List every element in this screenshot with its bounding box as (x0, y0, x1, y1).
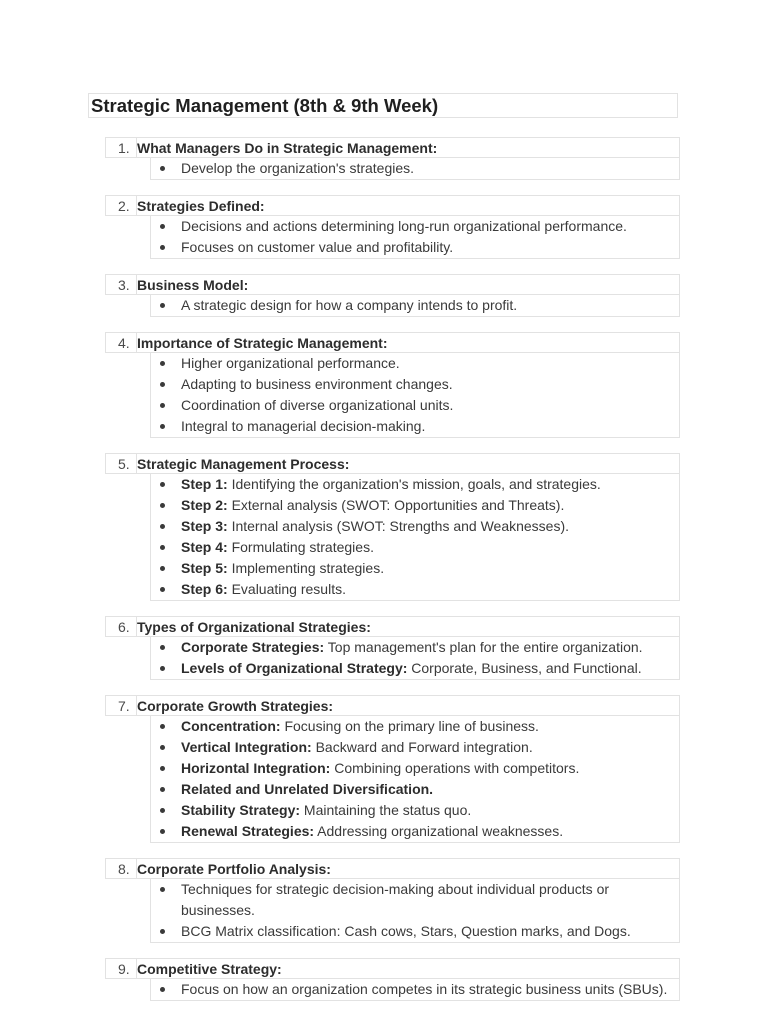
bullet-list (150, 294, 680, 317)
bullet-dot-icon (160, 587, 165, 592)
bullet-bold-label: Corporate Strategies: (181, 639, 325, 655)
section-heading-row (105, 137, 680, 158)
section-number (106, 196, 136, 215)
bullet-list (150, 352, 680, 438)
bullet-item (151, 579, 679, 600)
bullet-item (151, 474, 679, 495)
bullet-bold-label: Step 1: (181, 476, 228, 492)
bullet-text: Focuses on customer value and profitability. (181, 239, 454, 255)
bullet-text: Backward and Forward integration. (311, 739, 533, 755)
section-number (106, 617, 136, 636)
section-number-label: 2. (118, 198, 130, 214)
bullet-bold-label: Stability Strategy: (181, 802, 301, 818)
section-number-label: 3. (118, 277, 130, 293)
bullet-dot-icon (160, 382, 165, 387)
bullet-dot-icon (160, 166, 165, 171)
bullet-text: Identifying the organization's mission, goals, and strategies. (227, 476, 601, 492)
bullet-item (151, 158, 679, 179)
section-number (106, 696, 136, 715)
bullet-text: Adapting to business environment changes. (181, 376, 453, 392)
bullet-text: A strategic design for how a company intends to profit. (181, 297, 518, 313)
bullet-dot-icon (160, 245, 165, 250)
bullet-item (151, 216, 679, 237)
bullet-text: Higher organizational performance. (181, 355, 400, 371)
bullet-text: Evaluating results. (227, 581, 346, 597)
section-heading: Strategic Management Process: (137, 456, 350, 472)
bullet-text: External analysis (SWOT: Opportunities and Threats). (227, 497, 565, 513)
bullet-dot-icon (160, 929, 165, 934)
bullet-list (150, 636, 680, 680)
bullet-text: Decisions and actions determining long-run organizational performance. (181, 218, 627, 234)
section-number (106, 275, 136, 294)
bullet-list (150, 878, 680, 943)
bullet-bold-label: Renewal Strategies: (181, 823, 315, 839)
bullet-item (151, 758, 679, 779)
section-heading: Corporate Growth Strategies: (137, 698, 334, 714)
section-number (106, 859, 136, 878)
bullet-dot-icon (160, 645, 165, 650)
bullet-item (151, 416, 679, 437)
section-heading-row (105, 453, 680, 474)
section-heading: Types of Organizational Strategies: (137, 619, 371, 635)
bullet-dot-icon (160, 361, 165, 366)
section-number (106, 333, 136, 352)
bullet-dot-icon (160, 808, 165, 813)
section-heading-row (105, 858, 680, 879)
section-number-label: 9. (118, 961, 130, 977)
bullet-text: Integral to managerial decision-making. (181, 418, 426, 434)
section-number-label: 7. (118, 698, 130, 714)
bullet-list (150, 157, 680, 180)
bullet-item (151, 353, 679, 374)
bullet-dot-icon (160, 545, 165, 550)
bullet-dot-icon (160, 566, 165, 571)
bullet-item (151, 537, 679, 558)
bullet-item (151, 879, 679, 921)
bullet-list (150, 978, 680, 1001)
bullet-text: Internal analysis (SWOT: Strengths and Weaknesses). (227, 518, 570, 534)
section-heading-row (105, 958, 680, 979)
bullet-text: Focus on how an organization competes in its strategic business units (SBUs). (181, 981, 668, 997)
bullet-dot-icon (160, 987, 165, 992)
section-number (106, 454, 136, 473)
section-number (106, 959, 136, 978)
bullet-text: Addressing organizational weaknesses. (314, 823, 564, 839)
section-heading: Importance of Strategic Management: (137, 335, 388, 351)
bullet-item (151, 821, 679, 842)
section-heading: Business Model: (137, 277, 249, 293)
section-heading: Competitive Strategy: (137, 961, 282, 977)
bullet-item (151, 779, 679, 800)
bullet-item (151, 295, 679, 316)
section-number (106, 138, 136, 157)
bullet-bold-label: Horizontal Integration: (181, 760, 331, 776)
bullet-dot-icon (160, 482, 165, 487)
bullet-item (151, 800, 679, 821)
bullet-text: Top management's plan for the entire organization. (324, 639, 643, 655)
bullet-item (151, 921, 679, 942)
bullet-bold-label: Vertical Integration: (181, 739, 312, 755)
bullet-item (151, 374, 679, 395)
bullet-dot-icon (160, 766, 165, 771)
bullet-dot-icon (160, 724, 165, 729)
bullet-item (151, 558, 679, 579)
bullet-text: BCG Matrix classification: Cash cows, Stars, Question marks, and Dogs. (181, 923, 631, 939)
bullet-item (151, 395, 679, 416)
section-number-label: 1. (118, 140, 130, 156)
bullet-dot-icon (160, 224, 165, 229)
bullet-text: Corporate, Business, and Functional. (407, 660, 642, 676)
bullet-dot-icon (160, 666, 165, 671)
bullet-item (151, 237, 679, 258)
bullet-dot-icon (160, 424, 165, 429)
bullet-list (150, 215, 680, 259)
section-heading-row (105, 332, 680, 353)
bullet-text: Maintaining the status quo. (300, 802, 472, 818)
bullet-bold-label: Step 6: (181, 581, 228, 597)
section-heading-row (105, 616, 680, 637)
bullet-item (151, 716, 679, 737)
bullet-item (151, 737, 679, 758)
section-heading: Strategies Defined: (137, 198, 265, 214)
bullet-bold-label: Step 2: (181, 497, 228, 513)
section-number-label: 4. (118, 335, 130, 351)
bullet-dot-icon (160, 787, 165, 792)
bullet-dot-icon (160, 303, 165, 308)
section-heading: What Managers Do in Strategic Management: (137, 140, 438, 156)
bullet-text: Develop the organization's strategies. (181, 160, 415, 176)
bullet-bold-label: Related and Unrelated Diversification. (181, 781, 434, 797)
bullet-text: Focusing on the primary line of business. (280, 718, 539, 734)
bullet-item (151, 516, 679, 537)
bullet-dot-icon (160, 403, 165, 408)
bullet-dot-icon (160, 503, 165, 508)
bullet-text: Implementing strategies. (227, 560, 385, 576)
bullet-text: Formulating strategies. (227, 539, 374, 555)
bullet-list (150, 473, 680, 601)
bullet-dot-icon (160, 524, 165, 529)
section-heading-row (105, 695, 680, 716)
bullet-bold-label: Step 5: (181, 560, 228, 576)
bullet-dot-icon (160, 745, 165, 750)
document-title: Strategic Management (8th & 9th Week) (88, 93, 678, 118)
bullet-bold-label: Step 3: (181, 518, 228, 534)
bullet-bold-label: Levels of Organizational Strategy: (181, 660, 408, 676)
bullet-item (151, 495, 679, 516)
bullet-item (151, 979, 679, 1000)
bullet-text: Combining operations with competitors. (330, 760, 580, 776)
bullet-text: Techniques for strategic decision-making about individual products or businesses. (181, 881, 610, 918)
bullet-dot-icon (160, 887, 165, 892)
bullet-bold-label: Step 4: (181, 539, 228, 555)
section-heading: Corporate Portfolio Analysis: (137, 861, 331, 877)
numbered-outline (105, 138, 680, 1017)
section-number-label: 6. (118, 619, 130, 635)
section-number-label: 8. (118, 861, 130, 877)
section-heading-row (105, 274, 680, 295)
bullet-text: Coordination of diverse organizational units. (181, 397, 454, 413)
bullet-bold-label: Concentration: (181, 718, 281, 734)
section-number-label: 5. (118, 456, 130, 472)
bullet-dot-icon (160, 829, 165, 834)
bullet-list (150, 715, 680, 843)
bullet-item (151, 637, 679, 658)
section-heading-row (105, 195, 680, 216)
bullet-item (151, 658, 679, 679)
